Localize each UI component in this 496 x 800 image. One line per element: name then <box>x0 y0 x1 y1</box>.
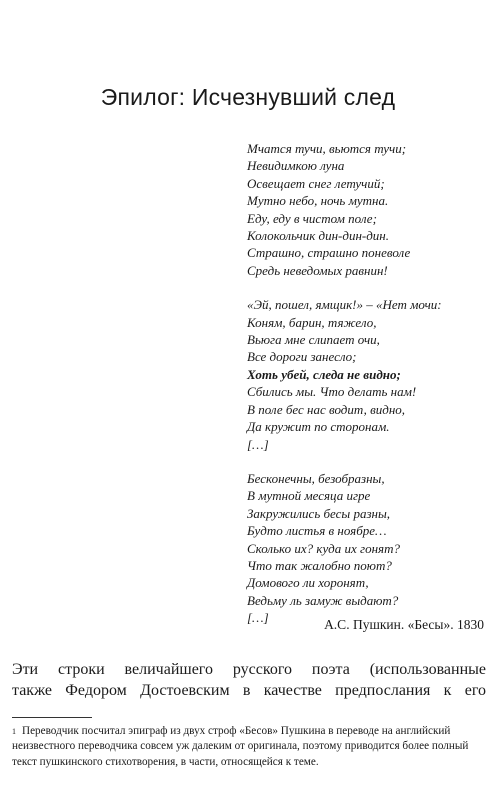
chapter-title: Эпилог: Исчезнувший след <box>100 84 396 110</box>
poem-line: Сколько их? куда их гонят? <box>247 540 400 556</box>
poem-line: Вьюга мне слипает очи, <box>247 332 380 348</box>
poem-stanza-1 <box>247 140 487 279</box>
footnote-divider <box>12 717 92 718</box>
poem-line: Невидимкою луна <box>247 158 345 174</box>
poem-line: Страшно, страшно поневоле <box>247 245 411 261</box>
poem-ellipsis: […] <box>247 436 269 452</box>
poem-line: Да кружит по сторонам. <box>247 419 390 435</box>
poem-line: Мчатся тучи, вьются тучи; <box>247 141 407 156</box>
body-line: Эти строки величайшего русского поэта (использованные <box>12 661 486 678</box>
poem-line: Ведьму ль замуж выдают? <box>247 592 399 608</box>
poem-line: Что так жалобно поют? <box>247 557 392 573</box>
poem-line: Сбились мы. Что делать нам! <box>247 384 417 400</box>
poem-ellipsis: […] <box>247 610 269 626</box>
poem-line: Освещает снег летучий; <box>247 175 385 191</box>
poem-line-emphasized: Хоть убей, следа не видно; <box>247 366 401 382</box>
poem-line: Колокольчик дин-дин-дин. <box>247 228 390 244</box>
poem-line: Будто листья в ноябре… <box>247 523 387 539</box>
poem-line: Еду, еду в чистом поле; <box>247 210 377 226</box>
body-line: также Федором Достоевским в качестве предпослания к его <box>12 682 486 699</box>
poem-line: Коням, барин, тяжело, <box>247 314 377 330</box>
poem-line: Домового ли хоронят, <box>247 575 369 591</box>
poem-line: В поле бес нас водит, видно, <box>247 401 406 417</box>
poem-line: Бесконечны, безобразны, <box>247 470 385 486</box>
footnote-marker: 1 <box>12 727 16 736</box>
poem-line: Мутно небо, ночь мутна. <box>247 193 389 209</box>
poem-line: Все дороги занесло; <box>247 349 357 365</box>
poem-line: Закружились бесы разны, <box>247 505 391 521</box>
poem-stanza-3 <box>247 470 487 627</box>
footnote <box>12 724 486 770</box>
epigraph-poem <box>247 140 487 627</box>
poem-line: В мутной месяца игре <box>247 488 371 504</box>
poem-line: Средь неведомых равнин! <box>247 262 388 278</box>
body-paragraph <box>12 659 486 701</box>
epigraph-attribution: А.С. Пушкин. «Бесы». 1830 <box>324 617 484 632</box>
footnote-text: Переводчик посчитал эпиграф из двух строф «Бесов» Пушкина в переводе на английский неизвестного переводчика совсем уж далеким от оригинала, поэтому приводится более полный текст пушкинского стихотворения, в части, относящейся к теме. <box>12 725 469 768</box>
poem-line: «Эй, пошел, ямщик!» – «Нет мочи: <box>247 297 442 313</box>
poem-stanza-2 <box>247 296 487 453</box>
